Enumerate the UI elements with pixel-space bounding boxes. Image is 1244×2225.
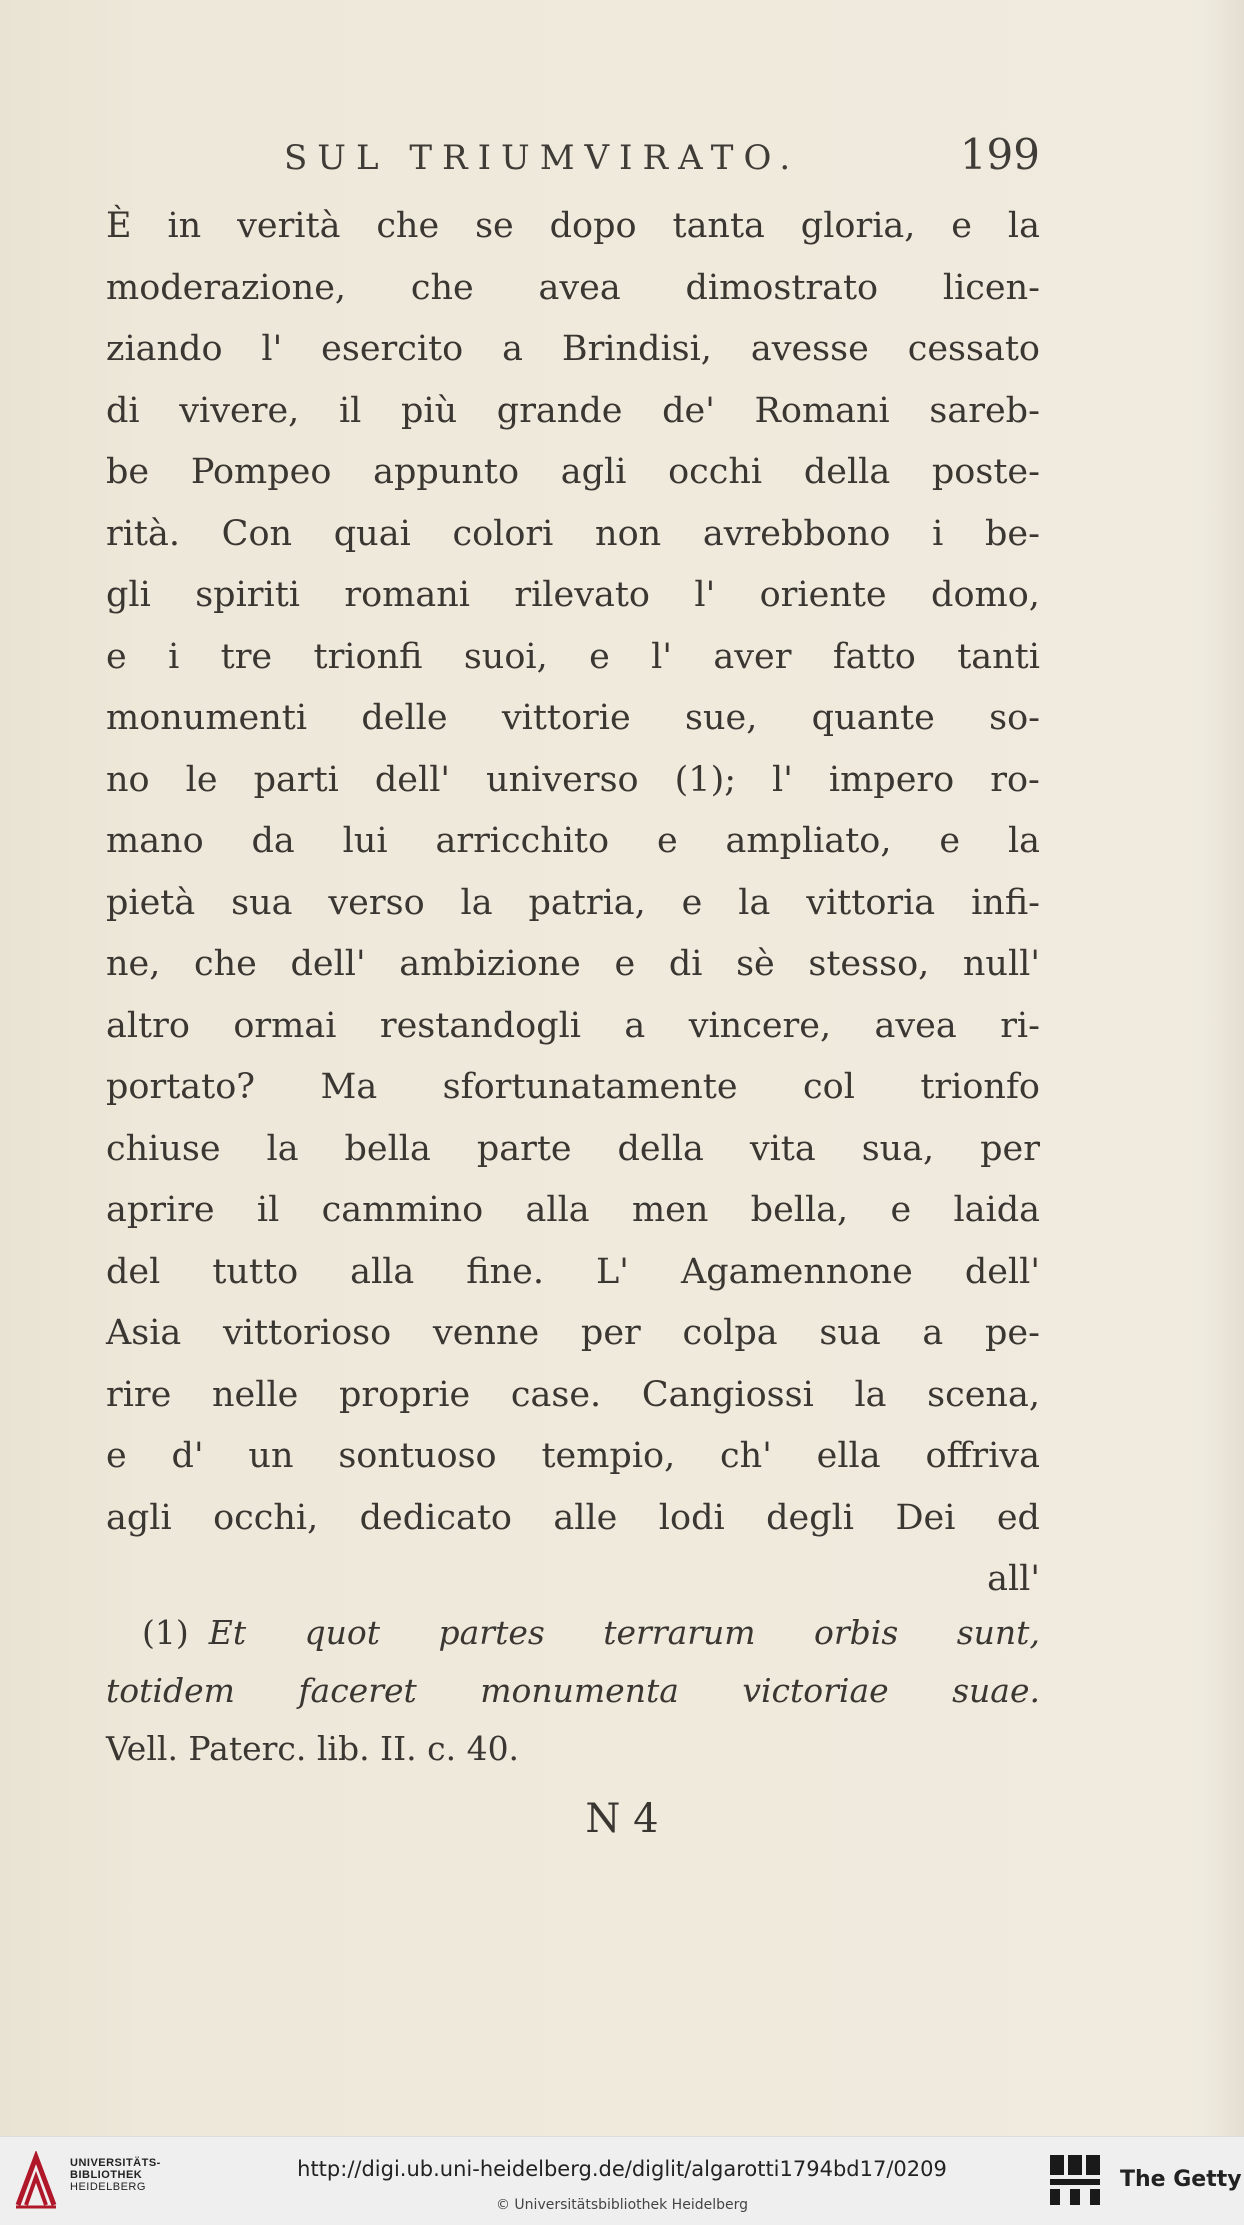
word: dell' <box>964 1251 1040 1292</box>
word: avea <box>538 267 621 308</box>
word: la <box>460 882 493 923</box>
word: la <box>854 1374 887 1415</box>
word: tutto <box>212 1251 299 1292</box>
word: stesso, <box>808 944 930 984</box>
word: mano <box>106 821 204 861</box>
word: bella <box>344 1128 431 1169</box>
word: ampliato, <box>725 821 892 861</box>
word: laida <box>953 1190 1040 1230</box>
word: alla <box>350 1251 415 1292</box>
word: ne, <box>106 944 161 984</box>
word: be <box>106 452 150 492</box>
word: venne <box>432 1313 540 1353</box>
word: e <box>614 944 636 984</box>
word: degli <box>766 1497 855 1538</box>
word: della <box>803 452 891 492</box>
footnote-marker: (1) <box>142 1613 189 1652</box>
text-line <box>106 627 1040 689</box>
word: ri- <box>1000 1005 1040 1046</box>
word: arricchito <box>435 821 610 861</box>
word: victoriae <box>742 1671 889 1710</box>
word: l' <box>694 575 716 615</box>
text-line <box>106 442 1040 504</box>
word: rilevato <box>514 575 650 615</box>
word: ziando <box>106 329 223 369</box>
word: la <box>738 882 771 923</box>
word: altro <box>106 1005 190 1046</box>
word: occhi <box>668 452 763 492</box>
running-head: SUL TRIUMVIRATO. <box>284 138 801 178</box>
word: moderazione, <box>106 267 347 308</box>
word: È <box>106 206 132 246</box>
word: sue, <box>685 698 758 738</box>
word: gli <box>106 575 151 615</box>
word: i <box>168 636 180 677</box>
word: partes <box>438 1613 545 1652</box>
word: avea <box>874 1005 957 1046</box>
text-line <box>106 934 1040 996</box>
word: vittorioso <box>223 1313 392 1353</box>
word: agli <box>106 1497 172 1538</box>
word: per <box>580 1313 641 1353</box>
word: verità <box>237 206 341 246</box>
word: suae. <box>952 1671 1040 1710</box>
footnote-line-1 <box>209 1604 1040 1662</box>
word: colori <box>452 513 554 554</box>
word: avrebbono <box>702 513 891 554</box>
footnote-line <box>106 1604 1040 1662</box>
word: sfortunatamente <box>442 1067 738 1107</box>
word: restandogli <box>379 1005 581 1046</box>
word: appunto <box>373 452 520 492</box>
page-number: 199 <box>959 130 1040 179</box>
word: rire <box>106 1374 172 1415</box>
word: a <box>922 1313 944 1353</box>
word: Agamennone <box>680 1251 913 1292</box>
word: l' <box>651 636 672 677</box>
word: sontuoso <box>338 1436 497 1476</box>
word: impero <box>828 759 955 800</box>
word: grande <box>496 390 623 431</box>
word: d' <box>171 1436 204 1476</box>
word: ch' <box>720 1436 772 1476</box>
word: tre <box>220 636 273 677</box>
text-line <box>106 1488 1040 1550</box>
word: i <box>932 513 944 554</box>
word: Brindisi, <box>561 329 712 369</box>
word: col <box>803 1067 855 1107</box>
word: non <box>595 513 662 554</box>
word: monumenti <box>106 698 308 738</box>
word: sua, <box>861 1128 935 1169</box>
word: oriente <box>759 575 887 615</box>
word: alle <box>553 1497 618 1538</box>
text-line <box>106 996 1040 1058</box>
library-name-line-1: UNIVERSITÄTS- <box>70 2157 161 2169</box>
word: rità. <box>106 513 180 554</box>
word: da <box>251 821 295 861</box>
word: un <box>248 1436 294 1476</box>
word: e <box>890 1190 912 1230</box>
text-line <box>106 504 1040 566</box>
footnote-line <box>106 1720 1040 1778</box>
word: domo, <box>931 575 1040 615</box>
word: il <box>256 1190 280 1230</box>
word: scena, <box>927 1374 1040 1415</box>
word: lodi <box>658 1497 725 1538</box>
word: Asia <box>106 1313 182 1353</box>
text-line <box>106 565 1040 627</box>
getty-logo-icon <box>1048 2153 1102 2207</box>
word: che <box>376 206 440 246</box>
footnote-line-3: Vell. Paterc. lib. II. c. 40. <box>106 1729 520 1768</box>
text-line <box>106 258 1040 320</box>
library-name-line-3: HEIDELBERG <box>70 2181 146 2193</box>
word: che <box>194 944 257 984</box>
word: proprie <box>339 1374 471 1415</box>
word: sua <box>231 882 293 923</box>
viewer-footer <box>0 2136 1244 2225</box>
word: Ma <box>320 1067 378 1107</box>
word: di <box>106 390 140 431</box>
word: avesse <box>750 329 869 369</box>
text-line <box>106 811 1040 873</box>
word: bella, <box>750 1190 849 1230</box>
word: tanti <box>957 636 1040 677</box>
page-header <box>106 128 1040 188</box>
text-line <box>106 873 1040 935</box>
text-line <box>106 381 1040 443</box>
word: del <box>106 1251 161 1292</box>
word: L' <box>596 1251 629 1292</box>
word: null' <box>962 944 1040 984</box>
word: portato? <box>106 1067 256 1107</box>
word: parte <box>476 1128 572 1169</box>
word: gloria, <box>800 206 916 246</box>
word: se <box>475 206 514 246</box>
word: spiriti <box>195 575 300 615</box>
word: romani <box>344 575 470 615</box>
word: cessato <box>907 329 1040 369</box>
word: l' <box>772 759 793 800</box>
word: parti <box>253 759 339 800</box>
word: e <box>656 821 678 861</box>
word: quai <box>333 513 411 554</box>
word: occhi, <box>213 1497 319 1538</box>
word: nelle <box>212 1374 299 1415</box>
word: agli <box>560 452 627 492</box>
word: l' <box>261 329 283 369</box>
word: colpa <box>682 1313 778 1353</box>
word: dopo <box>549 206 637 246</box>
text-line <box>106 1365 1040 1427</box>
word: dimostrato <box>685 267 879 308</box>
text-line <box>106 1242 1040 1304</box>
word: fine. <box>466 1251 545 1292</box>
word: lui <box>342 821 388 861</box>
text-line <box>106 1119 1040 1181</box>
word: Dei <box>895 1497 956 1538</box>
word: ormai <box>233 1005 337 1046</box>
word: pietà <box>106 882 196 923</box>
text-line <box>106 1303 1040 1365</box>
text-line <box>106 1180 1040 1242</box>
word: sunt, <box>956 1613 1040 1652</box>
word: dedicato <box>359 1497 512 1538</box>
text-line <box>106 1426 1040 1488</box>
word: men <box>631 1190 709 1230</box>
text-line <box>106 319 1040 381</box>
word: patria, <box>528 882 646 923</box>
catchword: all' <box>987 1559 1040 1599</box>
getty-name: The Getty <box>1120 2167 1242 2192</box>
word: la <box>266 1128 299 1169</box>
word: ambizione <box>399 944 581 984</box>
word: vincere, <box>688 1005 832 1046</box>
word: vittoria <box>806 882 936 923</box>
word: e <box>589 636 610 677</box>
word: le <box>185 759 218 800</box>
word: offriva <box>925 1436 1040 1476</box>
word: a <box>624 1005 646 1046</box>
word: la <box>1007 206 1040 246</box>
word: tanta <box>672 206 765 246</box>
word: aprire <box>106 1190 215 1230</box>
word: quot <box>304 1613 381 1652</box>
word: quante <box>811 698 935 738</box>
word: licen- <box>942 267 1040 308</box>
word: sua <box>819 1313 881 1353</box>
word: Pompeo <box>190 452 332 492</box>
text-line <box>106 196 1040 258</box>
text-line <box>106 1057 1040 1119</box>
copyright-notice: © Universitätsbibliothek Heidelberg <box>495 2197 748 2213</box>
word: Con <box>221 513 293 554</box>
word: Et <box>208 1613 247 1652</box>
word: no <box>106 759 150 800</box>
word: la <box>1007 821 1040 861</box>
footnote-line-2 <box>106 1662 1040 1720</box>
word: e <box>939 821 961 861</box>
word: tempio, <box>541 1436 676 1476</box>
word: pe- <box>984 1313 1040 1353</box>
signature-mark: N 4 <box>585 1796 659 1842</box>
word: totidem <box>106 1671 235 1710</box>
word: trionfi <box>313 636 423 677</box>
word: (1); <box>674 759 737 800</box>
word: so- <box>989 698 1040 738</box>
word: Romani <box>754 390 890 431</box>
word: fatto <box>832 636 916 677</box>
word: alla <box>525 1190 590 1230</box>
word: sareb- <box>929 390 1040 431</box>
word: per <box>980 1128 1040 1169</box>
word: orbis <box>814 1613 899 1652</box>
word: trionfo <box>920 1067 1040 1107</box>
library-name-line-2: BIBLIOTHEK <box>70 2169 143 2181</box>
word: chiuse <box>106 1128 221 1169</box>
word: case. <box>510 1374 602 1415</box>
main-text <box>106 196 1040 1611</box>
text-line <box>106 688 1040 750</box>
word: dell' <box>290 944 366 984</box>
word: e <box>951 206 972 246</box>
word: vita <box>749 1128 816 1169</box>
word: dell' <box>374 759 451 800</box>
word: ella <box>816 1436 881 1476</box>
word: esercito <box>321 329 464 369</box>
word: verso <box>328 882 425 923</box>
word: aver <box>713 636 792 677</box>
word: in <box>167 206 202 246</box>
footnote <box>106 1604 1040 1778</box>
word: faceret <box>298 1671 417 1710</box>
word: terrarum <box>603 1613 756 1652</box>
word: il <box>338 390 362 431</box>
permalink-url[interactable]: http://digi.ub.uni-heidelberg.de/diglit/algarotti1794bd17/0209 <box>297 2157 947 2181</box>
word: ed <box>996 1497 1040 1538</box>
word: sè <box>736 944 775 984</box>
word: e <box>681 882 703 923</box>
word: be- <box>985 513 1040 554</box>
word: delle <box>361 698 448 738</box>
word: che <box>410 267 474 308</box>
word: di <box>668 944 703 984</box>
word: e <box>106 1436 127 1476</box>
word: de' <box>662 390 715 431</box>
text-line <box>106 750 1040 812</box>
word: suoi, <box>463 636 548 677</box>
word: universo <box>486 759 639 800</box>
word: Cangiossi <box>641 1374 814 1415</box>
word: più <box>401 390 458 431</box>
word: a <box>502 329 523 369</box>
word: monumenta <box>480 1671 679 1710</box>
word: ro- <box>990 759 1040 800</box>
word: poste- <box>931 452 1040 492</box>
word: cammino <box>321 1190 484 1230</box>
word: della <box>617 1128 704 1169</box>
word: e <box>106 636 127 677</box>
word: vittorie <box>501 698 631 738</box>
word: infi- <box>971 882 1040 923</box>
word: vivere, <box>179 390 300 431</box>
